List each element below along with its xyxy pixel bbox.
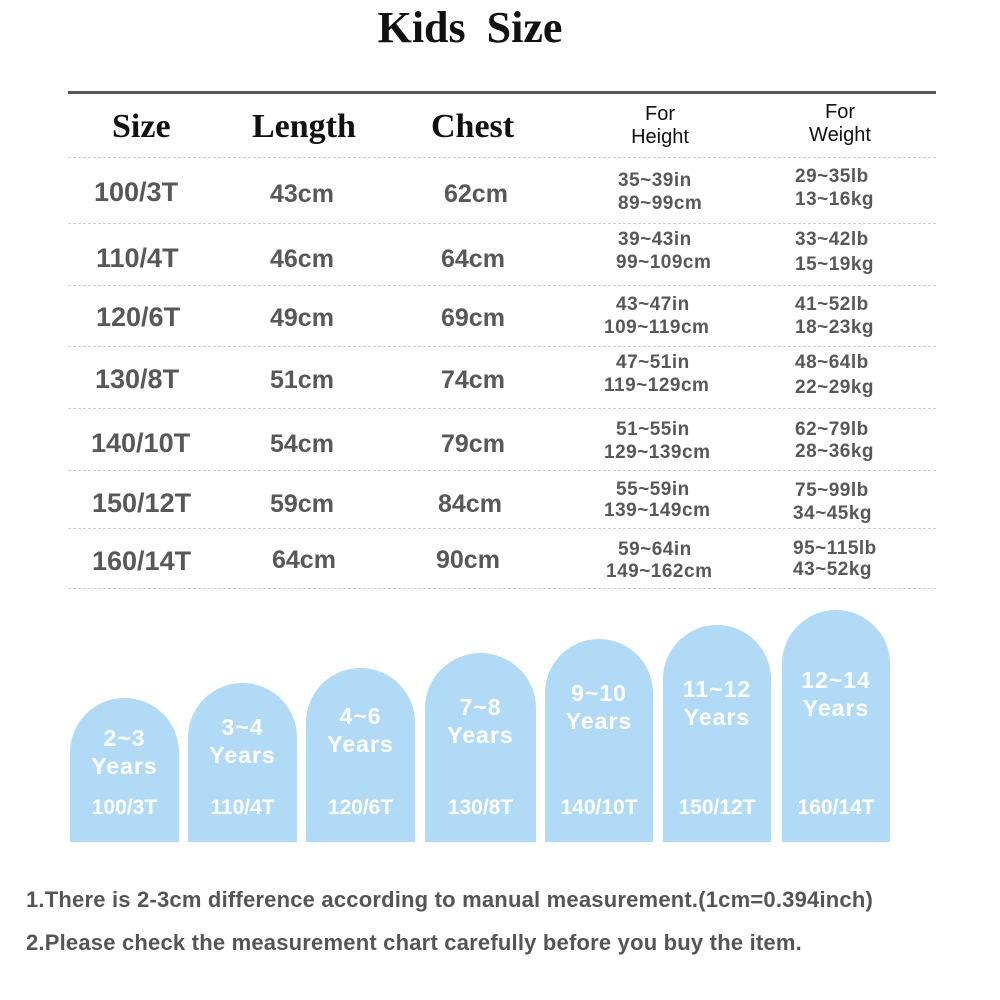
cell-weight-lb: 41~52lb: [795, 294, 869, 315]
age-size-code: 150/12T: [678, 796, 756, 819]
age-range-years: Years: [447, 722, 514, 748]
cell-height-cm: 139~149cm: [604, 500, 711, 521]
cell-chest: 79cm: [441, 430, 505, 458]
age-range-number: 4~6: [339, 703, 382, 729]
cell-length: 49cm: [270, 304, 334, 332]
row-divider: [68, 223, 936, 224]
header-for-weight: [792, 101, 888, 147]
age-range-number: 11~12: [682, 676, 752, 702]
cell-size: 160/14T: [92, 546, 192, 576]
age-size-code: 160/14T: [797, 796, 875, 819]
cell-size: 100/3T: [94, 177, 179, 207]
age-range-years: Years: [327, 731, 394, 757]
cell-size: 130/8T: [95, 364, 180, 394]
cell-size: 120/6T: [96, 302, 181, 332]
age-range: [425, 693, 536, 749]
cell-height-in: 47~51in: [616, 352, 690, 373]
age-size-code: 130/8T: [447, 796, 514, 819]
cell-size: 150/12T: [92, 488, 192, 518]
cell-chest: 64cm: [441, 245, 505, 273]
cell-height-cm: 119~129cm: [604, 375, 710, 396]
header-for-height: [612, 103, 708, 149]
age-range-number: 2~3: [103, 725, 146, 751]
cell-length: 59cm: [270, 490, 334, 518]
cell-weight-kg: 13~16kg: [795, 189, 875, 210]
header-for-weight-line1: For: [825, 101, 855, 123]
cell-weight-lb: 48~64lb: [795, 352, 869, 373]
age-range: [306, 702, 415, 758]
cell-height-in: 35~39in: [618, 170, 692, 191]
cell-weight-kg: 28~36kg: [795, 441, 875, 462]
age-size-code: 110/4T: [210, 796, 275, 819]
age-range-years: Years: [802, 695, 870, 721]
cell-weight-kg: 43~52kg: [793, 559, 873, 580]
cell-weight-kg: 18~23kg: [795, 317, 875, 338]
age-range-years: Years: [91, 753, 158, 779]
age-size-code: 140/10T: [560, 796, 638, 819]
age-range-years: Years: [683, 704, 751, 730]
cell-length: 64cm: [272, 546, 336, 574]
cell-size: 140/10T: [91, 428, 191, 458]
age-range-years: Years: [565, 708, 633, 734]
cell-height-cm: 99~109cm: [616, 252, 712, 273]
note-check-chart: 2.Please check the measurement chart carefully before you buy the item.: [26, 930, 802, 955]
row-divider: [68, 588, 936, 589]
age-arch-12-14: [782, 610, 890, 842]
row-divider: [68, 408, 936, 409]
age-range-number: 3~4: [221, 714, 264, 740]
cell-chest: 74cm: [441, 366, 505, 394]
cell-length: 51cm: [270, 366, 334, 394]
age-range-number: 12~14: [801, 667, 871, 693]
age-range: [545, 679, 653, 735]
cell-weight-lb: 95~115lb: [793, 538, 877, 559]
header-chest: Chest: [431, 108, 515, 145]
cell-height-cm: 89~99cm: [618, 193, 703, 214]
cell-height-in: 55~59in: [616, 479, 690, 500]
age-range: [663, 675, 771, 731]
cell-height-in: 51~55in: [616, 419, 690, 440]
age-arch-3-4: [188, 683, 297, 842]
age-range-years: Years: [209, 742, 276, 768]
cell-height-in: 43~47in: [616, 294, 690, 315]
cell-height-in: 39~43in: [618, 229, 692, 250]
header-for-height-line2: Height: [631, 126, 689, 148]
age-arch-7-8: [425, 653, 536, 842]
header-size: Size: [112, 108, 171, 145]
cell-weight-lb: 33~42lb: [795, 229, 869, 250]
cell-weight-lb: 62~79lb: [795, 419, 869, 440]
cell-size: 110/4T: [96, 243, 179, 273]
cell-chest: 62cm: [444, 180, 508, 208]
row-divider: [68, 470, 936, 471]
cell-chest: 84cm: [438, 490, 502, 518]
age-range-number: 9~10: [571, 680, 627, 706]
cell-height-in: 59~64in: [618, 539, 692, 560]
row-divider: [68, 285, 936, 286]
cell-length: 46cm: [270, 245, 334, 273]
header-for-height-line1: For: [645, 103, 675, 125]
age-range: [782, 666, 890, 722]
age-range: [188, 713, 297, 769]
header-rule: [68, 91, 936, 94]
page-title: Kids Size: [377, 3, 563, 52]
note-measurement-difference: 1.There is 2-3cm difference according to manual measurement.(1cm=0.394inch): [26, 887, 874, 912]
cell-length: 43cm: [270, 180, 334, 208]
age-size-code: 100/3T: [91, 796, 158, 819]
cell-height-cm: 129~139cm: [604, 442, 711, 463]
age-size-code: 120/6T: [327, 796, 394, 819]
cell-length: 54cm: [270, 430, 334, 458]
cell-height-cm: 149~162cm: [606, 561, 713, 582]
row-divider: [68, 346, 936, 347]
cell-weight-kg: 22~29kg: [795, 377, 875, 398]
cell-chest: 69cm: [441, 304, 505, 332]
cell-weight-lb: 75~99lb: [795, 480, 869, 501]
cell-weight-lb: 29~35lb: [795, 166, 869, 187]
age-range: [70, 724, 179, 780]
cell-chest: 90cm: [436, 546, 500, 574]
age-arch-11-12: [663, 625, 771, 842]
age-range-number: 7~8: [459, 694, 502, 720]
cell-weight-kg: 15~19kg: [795, 254, 875, 275]
age-arch-4-6: [306, 668, 415, 842]
cell-height-cm: 109~119cm: [604, 317, 710, 338]
age-arch-9-10: [545, 639, 653, 842]
row-divider: [68, 528, 936, 529]
header-for-weight-line2: Weight: [809, 124, 871, 146]
row-divider: [68, 157, 936, 158]
age-arch-2-3: [70, 698, 179, 842]
cell-weight-kg: 34~45kg: [793, 503, 873, 524]
header-length: Length: [252, 108, 356, 145]
